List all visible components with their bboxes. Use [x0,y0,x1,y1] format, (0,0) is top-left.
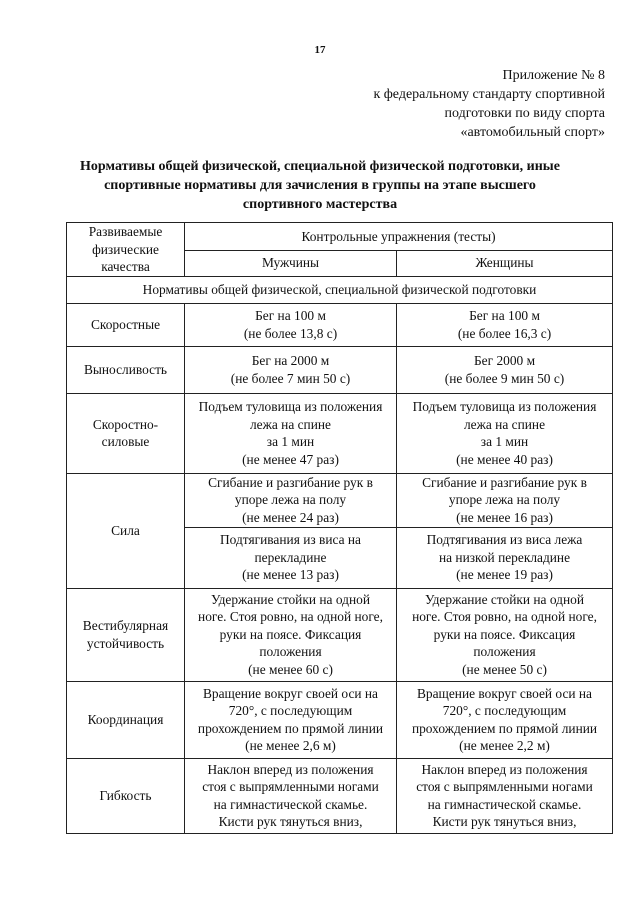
table-row [67,303,613,346]
quality-line: Координация [87,711,164,727]
norm-line: 720°, с последующим [228,703,353,718]
quality-cell [67,758,185,833]
norm-line: Подъем туловища из положения [412,399,597,414]
quality-cell [67,681,185,758]
norm-line: (не менее 2,2 м) [459,738,550,753]
norm-line: Бег на 100 м [469,308,540,323]
norm-line: положения [473,644,536,660]
quality-line: Гибкость [99,787,152,803]
quality-cell [67,346,185,393]
women-norm-cell [397,393,613,473]
women-norm-cell [397,588,613,681]
norm-line: (не менее 50 с) [462,661,547,677]
quality-line: Скоростные [90,316,161,332]
norm-line: за 1 мин [266,434,315,449]
men-norm-cell [185,393,397,473]
norm-line: Подтягивания из виса на [219,532,361,548]
document-title [70,157,570,214]
women-norm-cell [397,473,613,527]
table-row [67,588,613,681]
title-line: спортивного мастерства [242,197,398,212]
quality-cell [67,473,185,588]
appendix-line: к федеральному стандарту спортивной [373,87,605,102]
quality-line: Сила [111,522,140,538]
women-norm-cell [397,346,613,393]
men-norm-cell [185,758,397,833]
header-men-cell: Мужчины [185,250,397,276]
norm-line: Наклон вперед из положения [421,761,588,777]
norm-line: (не менее 60 с) [248,661,333,677]
norm-line: ноге. Стоя ровно, на одной ноге, [198,609,383,625]
appendix-line: «автомобильный спорт» [460,125,605,140]
header-quality-line: Развиваемые [88,224,163,239]
section-heading-cell: Нормативы общей физической, специальной физической подготовки [67,276,613,303]
norm-line: (не более 16,3 с) [457,325,552,341]
table-header-row [67,223,613,251]
norm-line: Кисти рук тянуться вниз, [218,814,363,829]
header-quality-line: физические [92,241,159,257]
table-row [67,346,613,393]
norm-line: Сгибание и разгибание рук в [208,474,373,490]
title-line: спортивные нормативы для зачисления в группы на этапе высшего [104,178,536,193]
norm-line: (не менее 47 раз) [242,451,339,467]
women-norm-cell [397,758,613,833]
header-quality-line: качества [101,259,150,274]
norm-line: стоя с выпрямленными ногами [416,779,593,794]
norm-line: (не более 7 мин 50 с) [230,370,351,386]
norm-line: Подъем туловища из положения [198,399,383,414]
quality-cell [67,588,185,681]
norm-line: прохождением по прямой линии [411,720,598,736]
header-women-cell: Женщины [397,250,613,276]
title-line: Нормативы общей физической, специальной физической подготовки, иные [80,159,560,174]
norm-line: Вращение вокруг своей оси на [202,685,379,701]
standards-table [66,222,613,834]
norm-line: упоре лежа на полу [448,492,561,508]
norm-line: на гимнастической скамье. [427,796,582,812]
norm-line: 720°, с последующим [442,703,567,718]
norm-line: (не менее 19 раз) [456,567,553,583]
women-norm-cell [397,303,613,346]
quality-line: Вестибулярная [82,618,169,633]
norm-line: Бег на 2000 м [251,353,330,368]
appendix-reference [373,66,605,142]
norm-line: (не менее 16 раз) [456,509,553,525]
norm-line: руки на поясе. Фиксация [219,626,362,642]
quality-cell [67,393,185,473]
quality-line: устойчивость [86,635,165,651]
men-norm-cell [185,303,397,346]
appendix-line: Приложение № 8 [502,68,605,83]
norm-line: стоя с выпрямленными ногами [202,779,379,794]
norm-line: на гимнастической скамье. [213,796,368,812]
quality-cell [67,303,185,346]
men-norm-cell [185,346,397,393]
norm-line: Вращение вокруг своей оси на [416,685,593,701]
norm-line: Подтягивания из виса лежа [426,532,583,548]
table-row [67,473,613,527]
norm-line: положения [259,644,322,660]
norm-line: (не менее 13 раз) [242,567,339,583]
appendix-line: подготовки по виду спорта [444,106,605,121]
norm-line: (не менее 24 раз) [242,509,339,525]
page-number: 17 [314,44,326,56]
men-norm-cell [185,527,397,588]
norm-line: лежа на спине [464,416,546,432]
norm-line: на низкой перекладине [438,549,571,565]
table-row [67,758,613,833]
table-row [67,393,613,473]
header-tests-cell: Контрольные упражнения (тесты) [185,223,613,251]
norm-line: ноге. Стоя ровно, на одной ноге, [412,609,597,625]
norm-line: руки на поясе. Фиксация [433,626,576,642]
norm-line: Бег на 100 м [255,308,326,323]
men-norm-cell [185,681,397,758]
norm-line: лежа на спине [249,416,331,432]
header-quality-cell [67,223,185,277]
men-norm-cell [185,473,397,527]
norm-line: (не более 13,8 с) [243,325,338,341]
table-section-row [67,276,613,303]
norm-line: упоре лежа на полу [234,492,347,508]
norm-line: прохождением по прямой линии [197,720,384,736]
quality-line: силовые [101,434,150,449]
norm-line: Удержание стойки на одной [425,591,584,607]
norm-line: перекладине [254,549,327,565]
norm-line: Сгибание и разгибание рук в [422,474,587,490]
quality-line: Выносливость [83,361,168,377]
norm-line: Наклон вперед из положения [207,761,374,777]
women-norm-cell [397,527,613,588]
men-norm-cell [185,588,397,681]
quality-line: Скоростно- [92,416,159,432]
women-norm-cell [397,681,613,758]
norm-line: за 1 мин [480,434,529,449]
norm-line: Кисти рук тянуться вниз, [432,814,577,829]
norm-line: Удержание стойки на одной [211,591,370,607]
norm-line: (не менее 40 раз) [456,451,553,467]
norm-line: (не более 9 мин 50 с) [444,370,565,386]
norm-line: Бег 2000 м [473,353,536,368]
table-row [67,681,613,758]
norm-line: (не менее 2,6 м) [245,738,336,753]
